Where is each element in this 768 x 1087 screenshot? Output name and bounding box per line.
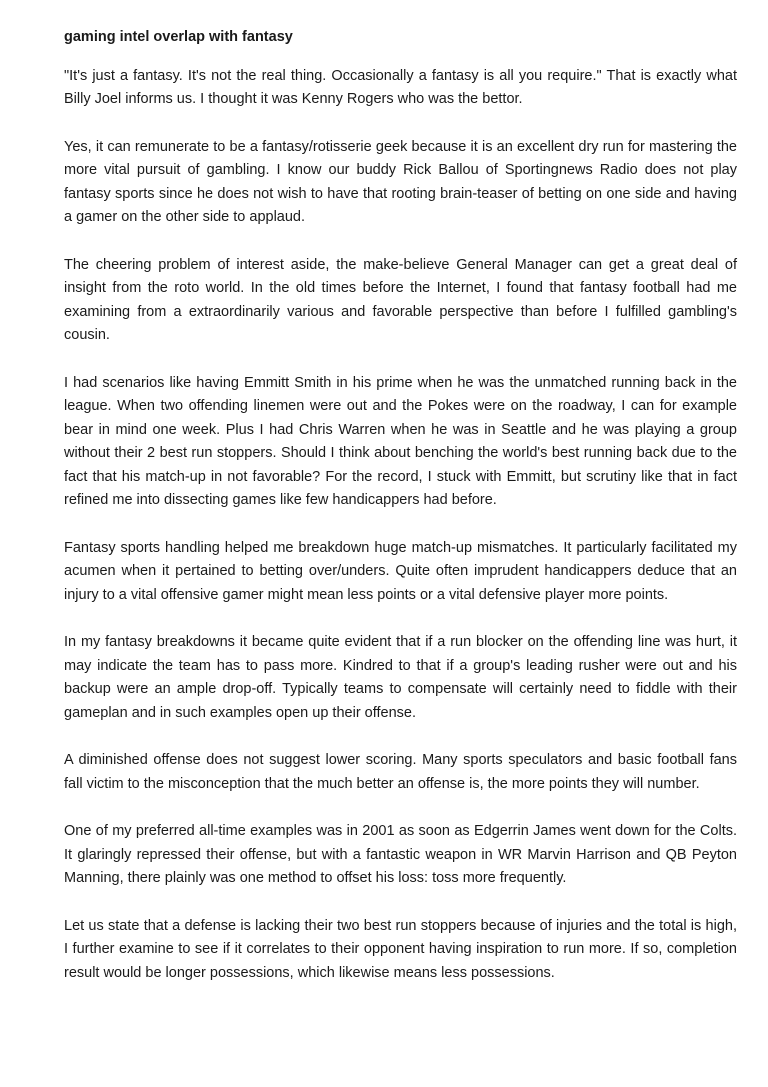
paragraph: A diminished offense does not suggest lower scoring. Many sports speculators and basic football fans fall victim to the misconception that the much better an offense is, the more points they will number. (64, 752, 737, 792)
paragraph: "It's just a fantasy. It's not the real thing. Occasionally a fantasy is all you require." That is exactly what Billy Joel informs us. I thought it was Kenny Rogers who was the bettor. (64, 67, 737, 107)
paragraph: Yes, it can remunerate to be a fantasy/rotisserie geek because it is an excellent dry run for mastering the more vital pursuit of gambling. I know our buddy Rick Ballou of Sportingnews Radio does not play fantasy sports since he does not wish to have that rooting brain-teaser of betting on one side and having a gamer on the other side to applaud. (64, 138, 737, 225)
document-title: gaming intel overlap with fantasy (64, 29, 293, 45)
paragraph: In my fantasy breakdowns it became quite evident that if a run blocker on the offending line was hurt, it may indicate the team has to pass more. Kindred to that if a group's leading rusher were out and his backup were an ample drop-off. Typically teams to compensate will certainly need to fiddle with their gameplan and in such examples open up their offense. (64, 634, 737, 721)
paragraph: Fantasy sports handling helped me breakdown huge match-up mismatches. It particularly facilitated my acumen when it pertained to betting over/unders. Quite often imprudent handicappers deduce that an injury to a vital offensive gamer might mean less points or a vital defensive player more points. (64, 539, 737, 603)
paragraph: One of my preferred all-time examples was in 2001 as soon as Edgerrin James went down for the Colts. It glaringly repressed their offense, but with a fantastic weapon in WR Marvin Harrison and QB Peyton Manning, there plainly was one method to offset his loss: toss more frequently. (64, 823, 737, 886)
paragraph: Let us state that a defense is lacking their two best run stoppers because of injuries and the total is high, I further examine to see if it correlates to their opponent having inspiration to run more. If so, completion result would be longer possessions, which likewise means less possessions. (64, 917, 737, 981)
document-page (64, 26, 737, 1009)
paragraph: The cheering problem of interest aside, the make-believe General Manager can get a great deal of insight from the roto world. In the old times before the Internet, I found that fantasy football had me examining from a extraordinarily various and favorable perspective than before I fulfilled gambling's cousin. (64, 256, 737, 343)
paragraph: I had scenarios like having Emmitt Smith in his prime when he was the unmatched running back in the league. When two offending linemen were out and the Pokes were on the roadway, I can for example bear in mind one week. Plus I had Chris Warren when he was in Seattle and he was playing a group without their 2 best run stoppers. Should I think about benching the world's best running back due to the fact that his match-up in not favorable? For the record, I stuck with Emmitt, but scrutiny like that in fact refined me into dissecting games like few handicappers had before. (64, 374, 737, 508)
